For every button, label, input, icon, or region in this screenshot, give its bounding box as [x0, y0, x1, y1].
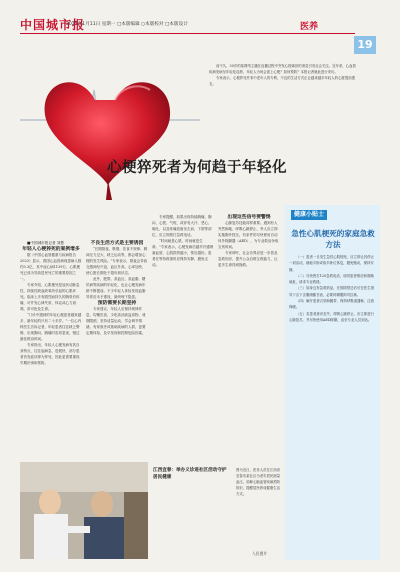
dateline: 2025年1月11日 星期一 □本版编辑 ○本版校对 □本版设计 — [66, 22, 188, 27]
header-rule — [20, 33, 355, 34]
column-1-paragraph: 据《中国心血管健康与疾病报告2023》显示，我国心血管病现患病人数约3.3亿，其中冠心病1139万，心肌梗死已成为导致居民死亡的重要原因之一。 — [20, 253, 82, 281]
column-2-paragraph: “长期熬夜、吸烟、饮食不规律、精神压力过大、缺乏运动等，都会增加心梗的发生风险。”专家表示，熬夜会导致交感神经兴奋，血压升高、心率加快，使心脏长期处于超负荷状态。 — [86, 247, 148, 275]
photo-caption-body: 图为近日，医务人员在江西省宜春市某社区为老年居民测量血压、讲解心脑血管疾病预防知识，提醒居民养成健康生活方式。 — [236, 468, 281, 496]
section-title: 医养 — [300, 22, 319, 32]
sidebar-tip: （四）解开患者衣领和腰带，保持呼吸道通畅，注意保暖。 — [289, 299, 374, 310]
sidebar-tip: （五）若患者意识丧失、呼吸心跳停止，应立即进行心肺复苏，并尽快使用AED除颤，直至专业人员到达。 — [289, 311, 374, 322]
column-4-paragraph: 专家呼吁，社会各界应进一步普及急救知识，提升公众自救互救能力，让更多生命得到挽救。 — [218, 251, 278, 267]
sidebar-tip: （三）如身边有急救药品，在排除禁忌后可在医生指导下舌下含服硝酸甘油，必要时嚼服阿司匹林。 — [289, 286, 374, 297]
page-header — [0, 0, 400, 60]
newspaper-masthead: 中国城市报 — [20, 18, 86, 32]
subheading-4: 出现这些信号要警惕 — [227, 214, 271, 220]
column-1-paragraph: 专家指出，年轻人心梗发病有其自身特点，往往起病急、进展快，部分患者首发症状即为猝死，因此更需要重视早期识别和预防。 — [20, 343, 80, 365]
photo-credit: 人民图片 — [252, 551, 268, 556]
clinic-photo-graphic — [20, 462, 148, 559]
sidebar-body — [289, 254, 377, 323]
sidebar-title: 急性心肌梗死的家庭急救方法 — [291, 229, 375, 249]
article-column-3 — [152, 214, 214, 459]
column-1-paragraph: “门诊中遇到的年轻心梗患者越来越多，最年轻的只有二十多岁。”一位心内科医生告诉记者，年轻患者往往缺乏警惕，出现胸闷、胸痛时容易忽视，错过最佳救治时间。 — [20, 313, 82, 341]
column-2-paragraph: 专家建议，年轻人应保持规律作息，均衡饮食，少吃高油高盐食物，戒烟限酒，坚持适量运动，学会调节情绪。有家族史或基础疾病的人群，更要定期体检，及早发现和控制危险因素。 — [86, 307, 146, 335]
column-3-paragraph: 专家提醒，如果出现持续胸痛、胸闷、心慌、气短，或伴有大汗、恶心、呕吐，以及疼痛放射至左肩、下颌等部位，应立即拨打急救电话。 — [152, 215, 212, 237]
page-number: 19 — [354, 36, 376, 54]
sidebar-tip: （一）患者一旦发生急性心肌梗死，应立即让其停止一切活动，就地平卧或取半卧位休息，避免搬动，保持安静。 — [289, 255, 374, 272]
subheading-1: 年轻人心梗猝死的案例增多 — [22, 246, 80, 252]
subheading-3: 预防需要长期坚持 — [97, 300, 137, 306]
article-headline: 心梗猝死者为何趋于年轻化 — [107, 159, 287, 176]
subheading-2: 不良生活方式是主要诱因 — [90, 240, 144, 246]
sidebar-tag: 健康小贴士 — [291, 210, 327, 220]
article-column-4 — [218, 214, 280, 459]
article-byline: ■中国城市报记者 刘慧 — [27, 241, 64, 245]
column-2-paragraph: 此外，肥胖、高血压、高血脂、糖尿病等疾病的年轻化，也让心梗发病年龄不断提前。不少年轻人体检发现血脂异常后未予重视，最终埋下隐患。 — [86, 277, 146, 299]
news-photo — [20, 462, 148, 559]
article-intro — [209, 63, 359, 87]
column-4-paragraph: 心肺复苏技能同样重要。遇到有人突然倒地、呼吸心跳停止，旁人应立即实施胸外按压，有条件的尽快使用自动体外除颤器（AED），为专业救治争取宝贵时间。 — [218, 221, 279, 249]
column-3-paragraph: “时间就是心肌，时间就是生命。”专家表示，心梗发病后越早开通堵塞血管，心肌损伤越小，预后越好。患者在等待救援时应保持安静、避免走动。 — [152, 239, 214, 267]
sidebar-tip: （二）尽快拨打120急救电话，说明患者情况和准确地址，请求专业救援。 — [289, 273, 374, 285]
intro-paragraph-2: 专家表示，心梗猝死并非中老年人的专利，不良的生活方式正让越来越多年轻人的心脏提前透支。 — [209, 76, 356, 87]
column-1-paragraph: 专家介绍，心肌梗死是冠状动脉急性、持续性缺血缺氧所引起的心肌坏死。临床上多有剧烈而持久的胸骨后疼痛，可并发心律失常、休克或心力衰竭，常可危及生命。 — [20, 283, 80, 311]
photo-caption-title: 江西宜春：举办义诊进社区活动守护居民健康 — [153, 468, 227, 480]
intro-paragraph-1: 前不久，30岁的某网络主播在直播过程中突发心梗离世的消息引发社会关注。近年来，心血管疾病发病呈年轻化趋势，年轻人为何会患上心梗？如何预防？本报记者就此进行采访。 — [209, 64, 356, 75]
